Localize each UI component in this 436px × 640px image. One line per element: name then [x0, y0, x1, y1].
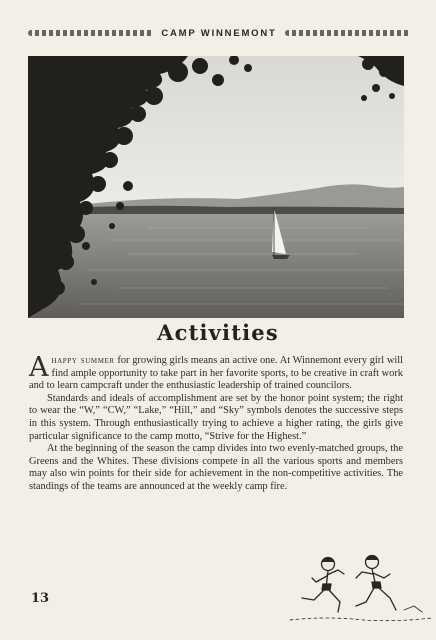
- paragraph-teams: At the beginning of the season the camp divides into two evenly-matched groups, the Greens and the Whites. These divisions compete in all the various sports and members may also win points for their side for achievement in the non-competitive activities. The standings of the teams are announced at the weekly camp fire.: [29, 443, 403, 492]
- intro-text: for growing girls means an active one. At Winnemont every girl will find ample opportunity to take part in her favorite sports, to be creative in craft work and to learn campcraft under the enthusiastic leadership of trained councilors.: [29, 355, 404, 392]
- intro-smallcaps: happy summer: [51, 355, 115, 366]
- header-rule-left: [28, 30, 153, 36]
- page-number: 13: [31, 591, 50, 606]
- running-girls-illustration: [286, 548, 434, 628]
- header-title: CAMP WINNEMONT: [161, 27, 277, 39]
- article-body: [29, 352, 404, 494]
- paragraph-intro: [29, 352, 404, 393]
- page-title: Activities: [157, 320, 279, 345]
- drop-cap: A: [29, 352, 49, 383]
- running-header: [28, 26, 410, 40]
- header-rule-right: [285, 30, 410, 36]
- paragraph-honor-system: Standards and ideals of accomplishment are set by the honor point system; the right to wear the “W,” “CW,” “Lake,” “Hill,” and “Sky” symbols denotes the successive steps in this system. Through enthusiastically trying to achieve a higher rating, the girls give particular significance to the camp motto, “Strive for the Highest.”: [29, 392, 403, 442]
- lake-sailboat-photo: [28, 56, 404, 318]
